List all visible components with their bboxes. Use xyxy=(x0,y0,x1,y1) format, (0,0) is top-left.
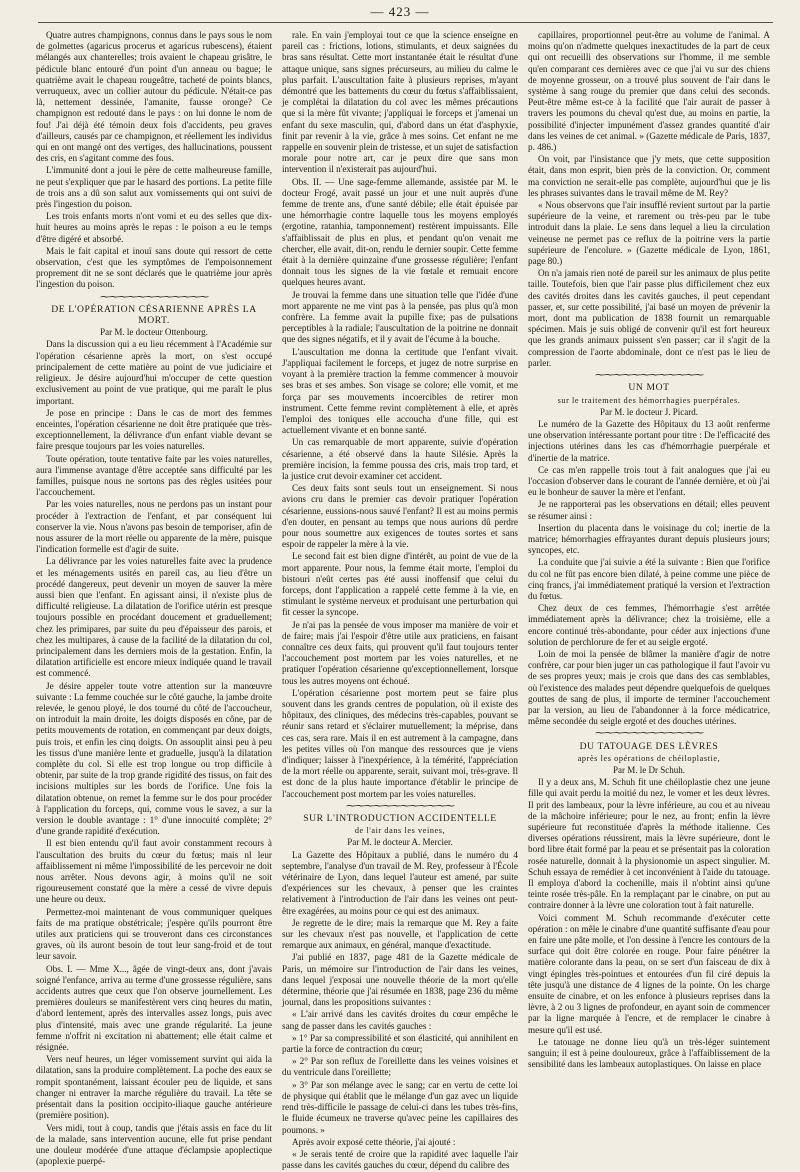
paragraph: Je trouvai la femme dans une situation telle que l'idée d'une mort apparente ne me vint pas à la pensée, pas plus qu'à mon confrère. La femme avait la pupille fixe; pas de pulsations perceptibles à la radiale; l'auscultation de la poitrine ne donnait que des signes négatifs, et il y avait de l'écume à la bouche. xyxy=(282,289,518,345)
column-left xyxy=(36,30,272,1168)
paragraph: Insertion du placenta dans le voisinage du col; inertie de la matrice; hémorrhagies effrayantes durant depuis plusieurs jours; syncopes, etc. xyxy=(528,522,770,556)
column-middle xyxy=(282,30,518,1172)
article-byline: Par M. le docteur A. Mercier. xyxy=(347,837,453,848)
article-heading: DU TATOUAGE DES LÈVRES xyxy=(579,740,719,752)
paragraph: Obs. II. — Une sage-femme allemande, assistée par M. le docteur Frogé, avait passé un jour et une nuit auprès d'une femme de trente ans, d'une santé débile; elle était épuisée par une hémorrhagie contre laquelle tous les moyens employés (ergotine, ratanhia, tamponnement) restèrent impuissants. Elle s'affaiblissait de plus en plus, et pendant qu'on venait me chercher, elle avait, dit-on, rendu le dernier soupir. Cette femme était à la dernière quinzaine d'une grossesse régulière; l'enfant donnait tous les signes de la vie fœtale et remuait encore quelques heures avant. xyxy=(282,176,518,288)
paragraph: Il y a deux ans, M. Schuh fit une chéiloplastie chez une jeune fille qui avait perdu la moitié du nez, le vomer et les deux lèvres. Il prit des lambeaux, pour la lèvre inférieure, au cou et au niveau de la mâchoire inférieure; pour le nez, au front; enfin la lèvre supérieure fut reconstituée d'après la méthode italienne. Ces diverses opérations réussirent, mais la lèvre supérieure, dont le bord libre était formé par la peau et se présentait pas la coloration rosée naturelle, donnait à la physionomie un aspect singulier. M. Schuh essaya de remédier à cet inconvénient à l'aide du tatouage. Il employa d'abord la cochenille, mais il n'obtint ainsi qu'une teinte rosée très-pâle. En la remplaçant par le cinabre, on put au contraire donner à la lèvre une coloration tout à fait naturelle. xyxy=(528,777,770,911)
paragraph: Ce cas m'en rappelle trois tout à fait analogues que j'ai eu l'occasion d'observer dans le courant de l'année dernière, et où j'ai eu le bonheur de sauver la mère et l'enfant. xyxy=(528,464,770,498)
article-heading: UN MOT xyxy=(628,382,670,394)
article-subheading: après les opérations de chéiloplastie, xyxy=(577,753,721,763)
section-divider: ⁓⁓⁓⁓⁓⁓⁓⁓⁓⁓⁓⁓ xyxy=(595,370,703,382)
paragraph: Je regrette de le dire; mais la remarque que M. Rey a faite sur les chevaux n'est pas nouvelle, et l'application de cette remarque aux animaux, en général, manque d'exactitude. xyxy=(282,917,518,951)
paragraph: rale. En vain j'employai tout ce que la science enseigne en pareil cas : frictions, lotions, stimulants, et deux saignées du bras sans résultat. Cette mort instantanée était le résultat d'une attaque unique, sans signes précurseurs, au milieu du calme le plus parfait. L'auscultation faite à plusieurs reprises, m'ayant démontré que les battements du cœur du fœtus s'affaiblissaient, je complétai la dilatation du col avec les mêmes précautions que si la mère fût vivante; j'appliquai le forceps et j'amenai un enfant du sexe masculin, qui, d'abord dans un état d'asphyxie, finit par revenir à la vie, grâce à mes soins. Cet enfant ne me rappelle en souvenir plein de tristesse, et un sujet de satisfaction morale pour notre art, car je peux dire que sans mon intervention il n'existerait pas aujourd'hui. xyxy=(282,30,518,175)
paragraph: L'opération césarienne post mortem peut se faire plus souvent dans les grands centres de population, où il existe des hôpitaux, des cliniques, des médecins très-capables, pouvant se réunir sans retard et s'éclairer mutuellement; la méprise, dans ces cas, sera rare. Mais il en est autrement à la campagne, dans les petites villes où l'on manque des ressources que je viens d'indiquer; laisser à l'inexpérience, à la témérité, l'appréciation de la mort réelle ou apparente, serait, suivant moi, très-grave. Il est donc de la plus haute importance d'établir le principe de l'accouchement post mortem par les voies naturelles. xyxy=(282,687,518,799)
paragraph: Je désire appeler toute votre attention sur la manœuvre suivante : La femme couchée sur le côté gauche, la jambe droite relevée, le genou ployé, le dos tourné du côté de l'accoucheur, on introduit la main droite, les doigts disposés en cône, par de petits mouvements de rotation, en commençant par deux doigts, puis trois, et enfin les cinq doigts. On assouplit ainsi peu à peu les tissus d'une manière lente et graduelle, jusqu'à la dilatation complète du col. Si elle est trop longue ou trop difficile à obtenir, par suite de la trop grande rigidité des tissus, on fait des incisions multiples sur les bords de l'orifice. Une fois la dilatation obtenue, on remet la femme sur le dos pour procéder à l'application du forceps, qui, comme vous le savez, a sur la version le double avantage : 1° d'une innocuité complète; 2° d'une grande rapidité d'exécution. xyxy=(36,680,272,837)
paragraph: capillaires, proportionnel peut-être au volume de l'animal. A moins qu'on n'admette quelques inexactitudes de la part de ceux qui ont recueilli des observations sur l'homme, il me semble qu'en comparant ces dernières avec ce que j'ai vu sur des chiens de moyenne grosseur, on a trouvé plus souvent de l'air dans le système à sang rouge du premier que dans celui des seconds. Peut-être même est-ce à la facilité que l'air aurait de passer à travers les poumons du cheval qu'est due, au moins en partie, la possibilité d'injecter impunément d'assez grandes quantité d'air dans les veines de cet animal. » (Gazette médicale de Paris, 1837, p. 486.) xyxy=(528,30,770,153)
paragraph: La délivrance par les voies naturelles faite avec la prudence et les ménagements usités en pareil cas, au lieu d'être un procédé dangereux, peut devenir un moyen de sauver la mère aussi bien que l'enfant. En agissant ainsi, il n'existe plus de difficulté religieuse. La dilatation de l'orifice utérin est presque toujours possible en procédant doucement et graduellement; chez les primipares, par suite du peu d'épaisseur des parois, et chez les multipares, à cause de la facilité de la dilatation du col, principalement dans les derniers mois de la gestation. Enfin, la dilatation artificielle est encore mieux indiquée quand le travail est commencé. xyxy=(36,556,272,679)
paragraph: La conduite que j'ai suivie a été la suivante : Bien que l'orifice du col ne fût pas encore bien dilaté, à peine comme une pièce de cinq francs, j'ai immédiatement pratiqué la version et l'extraction du fœtus. xyxy=(528,557,770,601)
paragraph: Dans la discussion qui a eu lieu récemment à l'Académie sur l'opération césarienne après la mort, on s'est occupé principalement de cette matière au point de vue judiciaire et religieux. Je désire aujourd'hui m'occuper de cette question exclusivement au point de vue pratique, qui me paraît le plus important. xyxy=(36,339,272,406)
paragraph: Loin de moi la pensée de blâmer la manière d'agir de notre confrère, car pour bien juger un cas pathologique il faut l'avoir vu de ses propres yeux; mais je crois que dans des cas semblables, où l'existence des malades peut dépendre quelquefois de quelques gouttes de sang de plus, il importe de terminer l'accouchement par la version, au lieu de l'abandonner à la force médicatrice, même secondée du seigle ergoté et des douches utérines. xyxy=(528,648,770,727)
paragraph: Quatre autres champignons, connus dans le pays sous le nom de golmettes (agaricus procerus et agaricus rubescens), étaient mélangés aux chanterelles; trois avaient le chapeau grisâtre, le pédicule blanc entouré d'un point d'un anneau ou bague; le quatrième avait le chapeau rougeâtre, tacheté de points blancs, verruqueux, avec un collier autour du pédicule. N'était-ce pas là, nettement dessinée, l'amanite, fausse oronge? Ce champignon est redouté dans le pays : on lui donne le nom de fou! J'ai déjà été témoin deux fois d'accidents, peu graves d'ailleurs, causés par ce champignon, et réellement les individus qui en ont mangé ont des vertiges, des hallucinations, poussent des cris, en s'agitant comme des fous. xyxy=(36,30,272,164)
article-byline: Par M. le docteur Ottenbourg. xyxy=(100,327,208,338)
paragraph: Toute opération, toute tentative faite par les voies naturelles, aura l'immense avantage d'être acceptée sans difficulté par les familles, puisque nous ne sortons pas des règles usitées pour l'accouchement. xyxy=(36,453,272,498)
section-divider: ⁓⁓⁓⁓⁓⁓⁓⁓⁓⁓⁓⁓ xyxy=(595,728,703,740)
paragraph: Vers midi, tout à coup, tandis que j'étais assis en face du lit de la malade, sans intervention aucune, elle fut prise pendant une douleur modérée d'une attaque d'éclampsie apoplectique (apoplexie puerpé- xyxy=(36,1122,272,1167)
paragraph: Les trois enfants morts n'ont vomi et eu des selles que dix-huit heures au moins après le repas : le poison a eu le temps d'être digéré et absorbé. xyxy=(36,211,272,244)
article-subheading: sur le traitement des hémorrhagies puerpérales. xyxy=(557,395,741,405)
paragraph: Je ne rapporterai pas les observations en détail; elles peuvent se résumer ainsi : xyxy=(528,499,770,521)
paragraph: « Je serais tenté de croire que la rapidité avec laquelle l'air passe dans les cavités gauches du cœur, dépend du calibre des xyxy=(282,1148,518,1171)
paragraph: Le tatouage ne donne lieu qu'à un très-léger suintement sanguin; il est à peine douloureux, grâce à l'affaiblissement de la sensibilité dans les lambeaux autoplastiques. On laisse en place xyxy=(528,1036,770,1070)
paragraph: » 2° Par son reflux de l'oreillette dans les veines voisines et du ventricule dans l'oreillette; xyxy=(282,1056,518,1078)
paragraph: L'immunité dont a joui le père de cette malheureuse famille, ne peut s'expliquer que par le hasard des portions. La petite fille de trois ans a dû son salut aux vomissements qui ont suivi de près l'ingestion du poison. xyxy=(36,165,272,210)
paragraph: Par les voies naturelles, nous ne perdons pas un instant pour procéder à l'extraction de l'enfant, et par conséquent lui conserver la vie. Nous n'avons pas besoin de temporiser, afin de nous assurer de la mort réelle ou apparente de la mère, puisque l'indication formelle est d'agir de suite. xyxy=(36,499,272,555)
paragraph: Il est bien entendu qu'il faut avoir constamment recours à l'auscultation des bruits du cœur du fœtus; mais nl leur affaiblissement ni même l'impossibilité de les percevoir ne doit nous arrêter. Nous devons agir, à moins qu'il ne soit rigoureusement constaté que la mère a cessé de vivre depuis une heure ou deux. xyxy=(36,838,272,905)
paragraph: Un cas remarquable de mort apparente, suivie d'opération césarienne, a été observé dans la haute Silésie. Après la première incision, la femme poussa des cris, mais trop tard, et la justice crut devoir examiner cet accident. xyxy=(282,437,518,481)
paragraph: Obs. I. — Mme X..., âgée de vingt-deux ans, dont j'avais soigné l'enfance, arriva au terme d'une grossesse régulière, sans accidents autres que ceux que l'on observe journellement. Les premières douleurs se manifestèrent vers cinq heures du matin, d'abord lentement, après des intervalles assez longs, puis avec plus d'intensité, mais avec une grande régularité. La jeune femme n'offrit ni excitation ni abattement; elle était calme et résignée. xyxy=(36,963,272,1053)
article-heading: DE L'OPÉRATION CÉSARIENNE APRÈS LA MORT. xyxy=(51,303,257,327)
paragraph: L'auscultation me donna la certitude que l'enfant vivait. J'appliquai facilement le forceps, et jugez de notre surprise en voyant à la première traction la femme commencer à mouvoir ses bras et ses ambes. Son visage se colore; elle vomit, et me força par ses mouvements incoercibles de retirer mon instrument. Cette femme revint complètement à elle, et après l'emploi des toniques elle accoucha d'une fille, qui est actuellement vivante et en bonne santé. xyxy=(282,346,518,436)
paragraph: La Gazette des Hôpitaux a publié, dans le numéro du 4 septembre, l'analyse d'un travail de M. Rey, professeur à l'École vétérinaire de Lyon, dans lequel l'auteur est amené, par suite d'expériences sur les chevaux, à penser que les craintes relativement à l'introduction de l'air dans les veines ont peut-être exagérées, au moins pour ce qui est des animaux. xyxy=(282,849,518,916)
column-right xyxy=(528,30,770,1071)
article-subheading: de l'air dans les veines, xyxy=(354,826,446,836)
paragraph: Vers neuf heures, un léger vomissement survint qui aida la dilatation, sans la produire complètement. La poche des eaux se rompit spontanément, laissant écouler peu de liquide, et sans changer ni entraver la marche régulière du travail. La tête se présentait dans la position occipito-iliaque gauche antérieure (première position). xyxy=(36,1054,272,1121)
paragraph: On voit, par l'insistance que j'y mets, que cette supposition était, dans mon esprit, bien près de la conviction. Or, comment ma conviction ne serait-elle pas complète, aujourd'hui que je lis les phrases suivantes dans le travail même de M. Rey? xyxy=(528,154,770,198)
article-byline: Par M. le docteur J. Picard. xyxy=(600,406,698,417)
header-rule xyxy=(38,22,773,23)
paragraph: Chez deux de ces femmes, l'hémorrhagie s'est arrêtée immédiatement après la délivrance; chez la troisième, elle a encore continué très-abondante, pour céder aux injections d'une solution de perchlorure de fer et au seigle ergoté. xyxy=(528,603,770,647)
paragraph: Permettez-moi maintenant de vous communiquer quelques faits de ma pratique obstétricale; j'espère qu'ils pourront être utiles aux praticiens qui se trouveront dans ces circonstances graves, où ils auront besoin de tout leur sang-froid et de tout leur savoir. xyxy=(36,906,272,962)
paragraph: Je n'ai pas la pensée de vous imposer ma manière de voir et de faire; mais j'ai l'espoir d'être utile aux praticiens, en faisant connaître ces deux faits, qui prouvent qu'il faut toujours tenter l'accouchement post mortem par les voies naturelles, et ne pratiquer l'opération césarienne qu'exceptionnellement, lorsque tous les autres moyens ont échoué. xyxy=(282,619,518,686)
article-heading: SUR L'INTRODUCTION ACCIDENTELLE xyxy=(303,813,497,825)
paragraph: Le second fait est bien digne d'intérêt, au point de vue de la mort apparente. Pour nous, la femme était morte, l'emploi du bistouri n'eût certes pas été aussi inoffensif que celui du forceps, dont l'application a rappelé cette femme à la vie, en stimulant le système nerveux et produisant une perturbation qui fit cesser la syncope. xyxy=(282,551,518,618)
section-divider: ⁓⁓⁓⁓⁓⁓⁓⁓⁓⁓⁓⁓ xyxy=(346,800,454,812)
paragraph: Ces deux faits sont seuls tout un enseignement. Si nous avions cru dans le premier cas devoir pratiquer l'opération césarienne, eussions-nous sauvé l'enfant? Il est au moins permis d'en douter, en pensant au temps que nous aurions dû perdre pour nous soumettre aux exigences de toutes sortes et sans espoir de rappeler la mère à la vie. xyxy=(282,483,518,550)
article-byline: Par M. le Dr Schuh. xyxy=(613,765,685,775)
paragraph: On n'a jamais rien noté de pareil sur les animaux de plus petite taille. Toutefois, bien que l'air passe plus difficilement chez eux des cavités droites dans les cavités gauches, il peut cependant passer, et, sur cette possibilité, j'ai basé un moyen de prévenir la mort, dont ma publication de 1838 fournit un remarquable spécimen. Mais je suis obligé de convenir qu'il est fort heureux que les grands animaux puissent s'en passer; car il s'agit de la compression de l'aorte abdominale, dont ce n'est pas le lieu de parler. xyxy=(528,268,770,368)
paragraph: J'ai publié en 1837, page 481 de la Gazette médicale de Paris, un mémoire sur l'introduction de l'air dans les veines, dans lequel j'exposai une nouvelle théorie de la mort qu'elle détermine, théorie que j'ai résumée en 1838, page 236 du même journal, dans les propositions suivantes : xyxy=(282,952,518,1008)
page-number: — 423 — xyxy=(370,4,430,19)
paragraph: Je pose en principe : Dans le cas de mort des femmes enceintes, l'opération césarienne ne doit être pratiquée que très-exceptionnellement, la délivrance d'un enfant viable devant se faire presque toujours par les voies naturelles. xyxy=(36,407,272,452)
paragraph: » 3° Par son mélange avec le sang; car en vertu de cette loi de physique qui établit que le mélange d'un gaz avec un liquide rend très-difficile le passage de celui-ci dans les tubes très-fins, le fluide écumeux ne traverse qu'avec peine les capillaires des poumons. » xyxy=(282,1079,518,1135)
section-divider: ⁓⁓⁓⁓⁓⁓⁓⁓⁓⁓⁓⁓ xyxy=(100,291,208,303)
paragraph: » 1° Par sa compressibilité et son élasticité, qui annihilent en partie la force de contraction du cœur; xyxy=(282,1032,518,1055)
paragraph: Le numéro de la Gazette des Hôpitaux du 13 août renferme une observation intéressante portant pour titre : De l'efficacité des injections utérines dans les cas d'hémorrhagie puerpérale et d'inertie de la matrice. xyxy=(528,418,770,463)
paragraph: Voici comment M. Schuh recommande d'exécuter cette opération : on mêle le cinabre d'une quantité suffisante d'eau pour en faire une pâte molle, et l'on dessine à l'encre les contours de la surface qui doit être colorée en rouge. Pour faire pénétrer la matière colorante dans la peau, on se sert d'un faisceau de dix à vingt épingles très-pointues et entourées d'un fil ciré depuis la tête jusqu'à une distance de 4 lignes de la pointe. On les charge ensuite de cinabre, et on les enfonce à plusieurs reprises dans la lèvre, à 2 ou 3 lignes de profondeur, en ayant soin de commencer par la ligne marquée à l'encre, et de remplacer le cinabre à mesure qu'il est usé. xyxy=(528,912,770,1035)
paragraph: Après avoir exposé cette théorie, j'ai ajouté : xyxy=(292,1136,456,1147)
paragraph: « Nous observons que l'air insufflé revient surtout par la partie supérieure de la veine, et rarement ou très-peu par le tube introduit dans la plaie. Le sens dans lequel a lieu la circulation veineuse ne permet pas ce reflux de la poitrine vers la partie supérieure de l'encolure. » (Gazette médicale de Lyon, 1861, page 80.) xyxy=(528,200,770,267)
paragraph: Mais le fait capital et inouï sans doute qui ressort de cette observation, c'est que les symptômes de l'empoisonnement proprement dit ne se sont déclarés que le quatrième jour après l'ingestion du poison. xyxy=(36,245,272,290)
paragraph: « L'air arrivé dans les cavités droites du cœur empêche le sang de passer dans les cavités gauches : xyxy=(282,1009,518,1031)
